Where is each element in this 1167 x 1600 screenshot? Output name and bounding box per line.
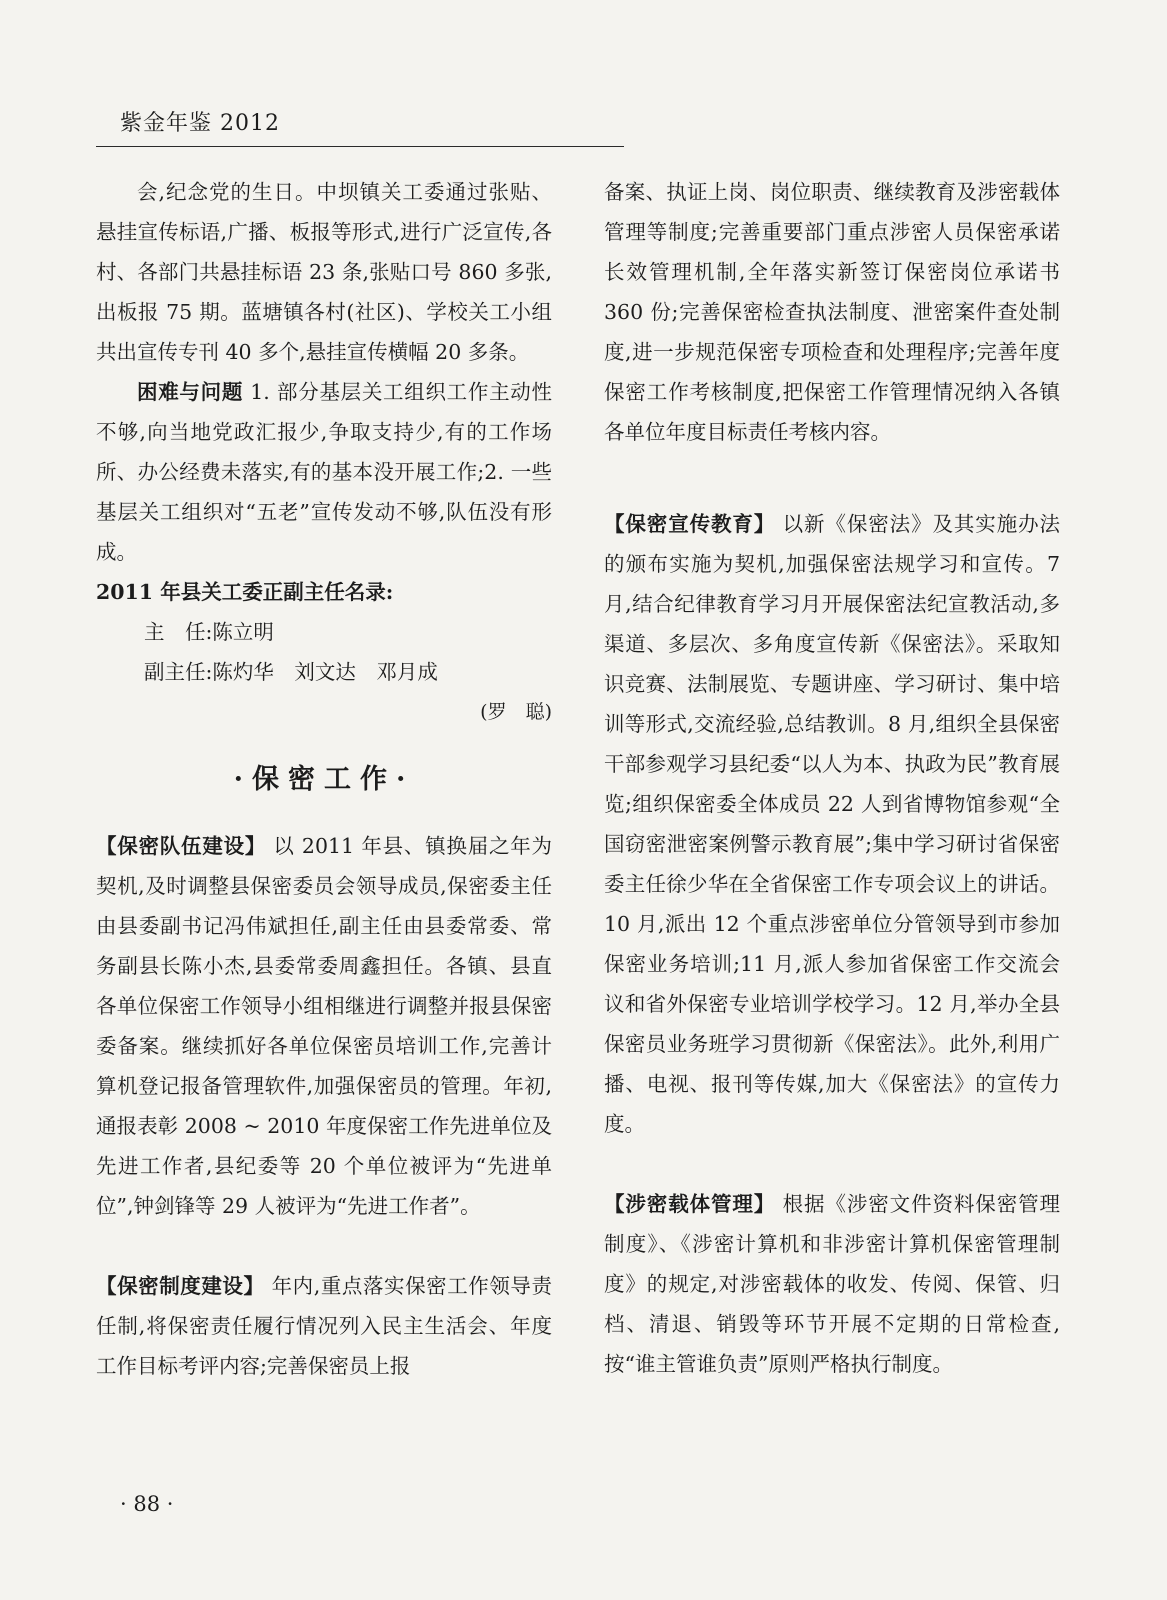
paragraph-gap (96, 1226, 552, 1266)
page-number: · 88 · (120, 1492, 174, 1516)
paragraph-difficulties (96, 372, 552, 572)
education-text: 以新《保密法》及其实施办法的颁布实施为契机,加强保密法规学习和宣传。7 月,结合纪律教育学习月开展保密法纪宣教活动,多渠道、多层次、多角度宣传新《保密法》。采取知识竞赛、法制展览、专题讲座、学习研讨、集中培训等形式,交流经验,总结教训。8 月,组织全县保密干部参观学习县纪委“以人为本、执政为民”教育展览;组织保密委全体成员 22 人到省博物馆参观“全国窃密泄密案例警示教育展”;集中学习研讨省保密委主任徐少华在全省保密工作专项会议上的讲话。10 月,派出 12 个重点涉密单位分管领导到市参加保密业务培训;11 月,派人参加省保密工作交流会议和省外保密专业培训学校学习。12 月,举办全县保密员业务班学习贯彻新《保密法》。此外,利用广播、电视、报刊等传媒,加大《保密法》的宣传力度。 (604, 512, 1061, 1136)
paragraph-gap (604, 1144, 1060, 1184)
paragraph-propaganda: 会,纪念党的生日。中坝镇关工委通过张贴、悬挂宣传标语,广播、板报等形式,进行广泛宣传,各村、各部门共悬挂标语 23 条,张贴口号 860 多张,出板报 75 期。蓝塘镇各村(社区)、学校关工小组共出宣传专刊 40 多个,悬挂宣传横幅 20 多条。 (96, 180, 552, 364)
director-line: 主 任:陈立明 (144, 620, 274, 644)
header-rule (96, 146, 624, 147)
education-heading: 【保密宣传教育】 (604, 512, 776, 536)
paragraph-system-continued: 备案、执证上岗、岗位职责、继续教育及涉密载体管理等制度;完善重要部门重点涉密人员保密承诺长效管理机制,全年落实新签订保密岗位承诺书 360 份;完善保密检查执法制度、泄密案件查处制度,进一步规范保密专项检查和处理程序;完善年度保密工作考核制度,把保密工作管理情况纳入各镇各单位年度目标责任考核内容。 (604, 180, 1060, 444)
paragraph-team-building (96, 826, 552, 1226)
author-signature: (罗 聪) (480, 701, 552, 723)
paragraph-gap (604, 452, 1060, 492)
carrier-text: 根据《涉密文件资料保密管理制度》、《涉密计算机和非涉密计算机保密管理制度》的规定,对涉密载体的收发、传阅、保管、归档、清退、销毁等环节开展不定期的日常检查,按“谁主管谁负责”原则严格执行制度。 (604, 1192, 1061, 1376)
deputy-line: 副主任:陈灼华 刘文达 邓月成 (144, 660, 438, 684)
paragraph-system-building (96, 1266, 552, 1386)
difficulties-text: 1. 部分基层关工组织工作主动性不够,向当地党政汇报少,争取支持少,有的工作场所、办公经费未落实,有的基本没开展工作;2. 一些基层关工组织对“五老”宣传发动不够,队伍没有形成。 (96, 380, 553, 564)
difficulties-heading: 困难与问题 (137, 380, 244, 404)
right-column (604, 172, 1060, 1384)
paragraph-gap (604, 492, 1060, 504)
running-header: 紫金年鉴 2012 (120, 111, 280, 136)
system-heading: 【保密制度建设】 (96, 1274, 265, 1298)
team-heading: 【保密队伍建设】 (96, 834, 267, 858)
section-title: ·保密工作· (233, 764, 415, 795)
paragraph-carrier (604, 1184, 1060, 1384)
paragraph-education (604, 504, 1060, 1144)
system-text: 年内,重点落实保密工作领导责任制,将保密责任履行情况列入民主生活会、年度工作目标考评内容;完善保密员上报 (96, 1274, 552, 1378)
carrier-heading: 【涉密载体管理】 (604, 1192, 776, 1216)
left-column (96, 172, 552, 1386)
roster-heading: 2011 年县关工委正副主任名录: (96, 580, 394, 604)
team-text: 以 2011 年县、镇换届之年为契机,及时调整县保密委员会领导成员,保密委主任由县委副书记冯伟斌担任,副主任由县委常委、常务副县长陈小杰,县委常委周鑫担任。各镇、县直各单位保密工作领导小组相继进行调整并报县保密委备案。继续抓好各单位保密员培训工作,完善计算机登记报备管理软件,加强保密员的管理。年初,通报表彰 2008 ~ 2010 年度保密工作先进单位及先进工作者,县纪委等 20 个单位被评为“先进单位”,钟剑锋等 29 人被评为“先进工作者”。 (96, 834, 552, 1218)
